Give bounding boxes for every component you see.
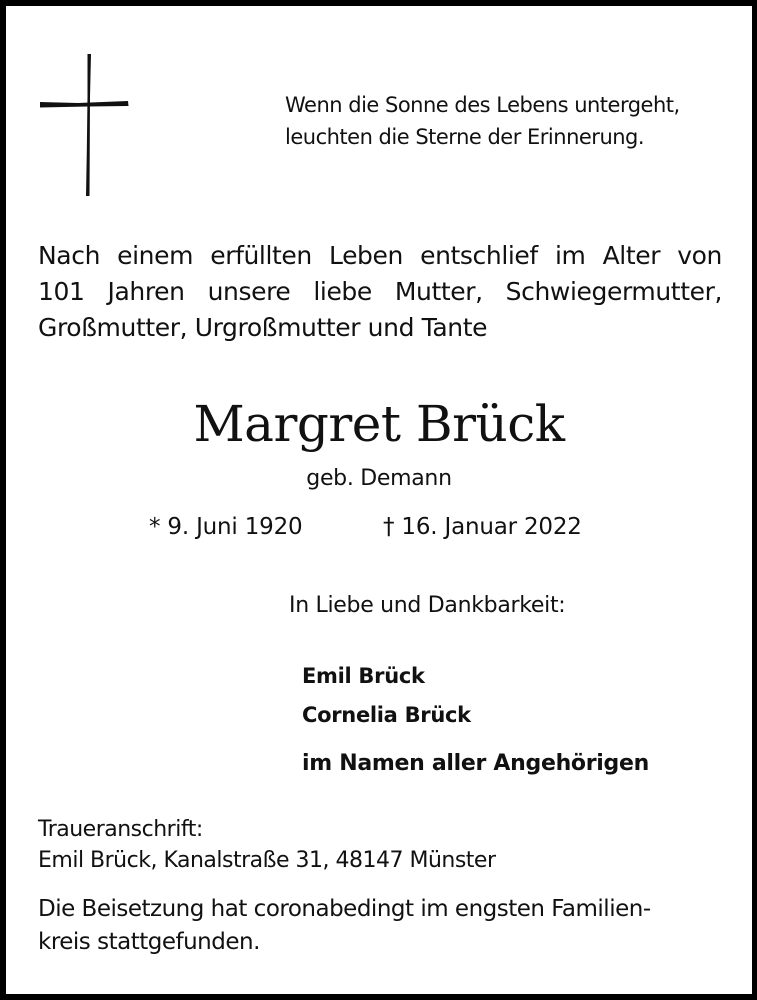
announcement-line: Großmutter, Urgroßmutter und Tante <box>38 313 488 342</box>
birth-date: * 9. Juni 1920 <box>149 514 303 540</box>
on-behalf-of-relatives: im Namen aller Angehörigen <box>302 751 649 776</box>
mourning-address: Emil Brück, Kanalstraße 31, 48147 Münster <box>38 848 496 873</box>
announcement-line: Nach einem erfüllten Leben entschlief im Alter von <box>38 241 722 270</box>
notice-line: Die Beisetzung hat coronabedingt im engsten Familien- <box>38 896 651 922</box>
death-date: † 16. Januar 2022 <box>383 514 582 540</box>
announcement-text <box>38 238 722 346</box>
mourners-intro: In Liebe und Dankbarkeit: <box>289 593 566 618</box>
cross-icon <box>38 52 130 198</box>
notice-line: kreis stattgefunden. <box>38 929 260 955</box>
deceased-name: Margret Brück <box>193 395 565 453</box>
obituary-card <box>6 6 752 994</box>
motto-line: leuchten die Sterne der Erinnerung. <box>285 125 645 149</box>
motto-line: Wenn die Sonne des Lebens untergeht, <box>285 93 680 117</box>
memorial-motto <box>285 89 680 153</box>
mourning-address-label: Traueranschrift: <box>38 817 203 842</box>
mourner-name: Emil Brück <box>302 664 425 688</box>
announcement-line: 101 Jahren unsere liebe Mutter, Schwiegermutter, <box>38 277 722 306</box>
burial-notice <box>38 893 722 959</box>
mourner-name: Cornelia Brück <box>302 703 471 727</box>
maiden-name: geb. Demann <box>306 466 452 491</box>
